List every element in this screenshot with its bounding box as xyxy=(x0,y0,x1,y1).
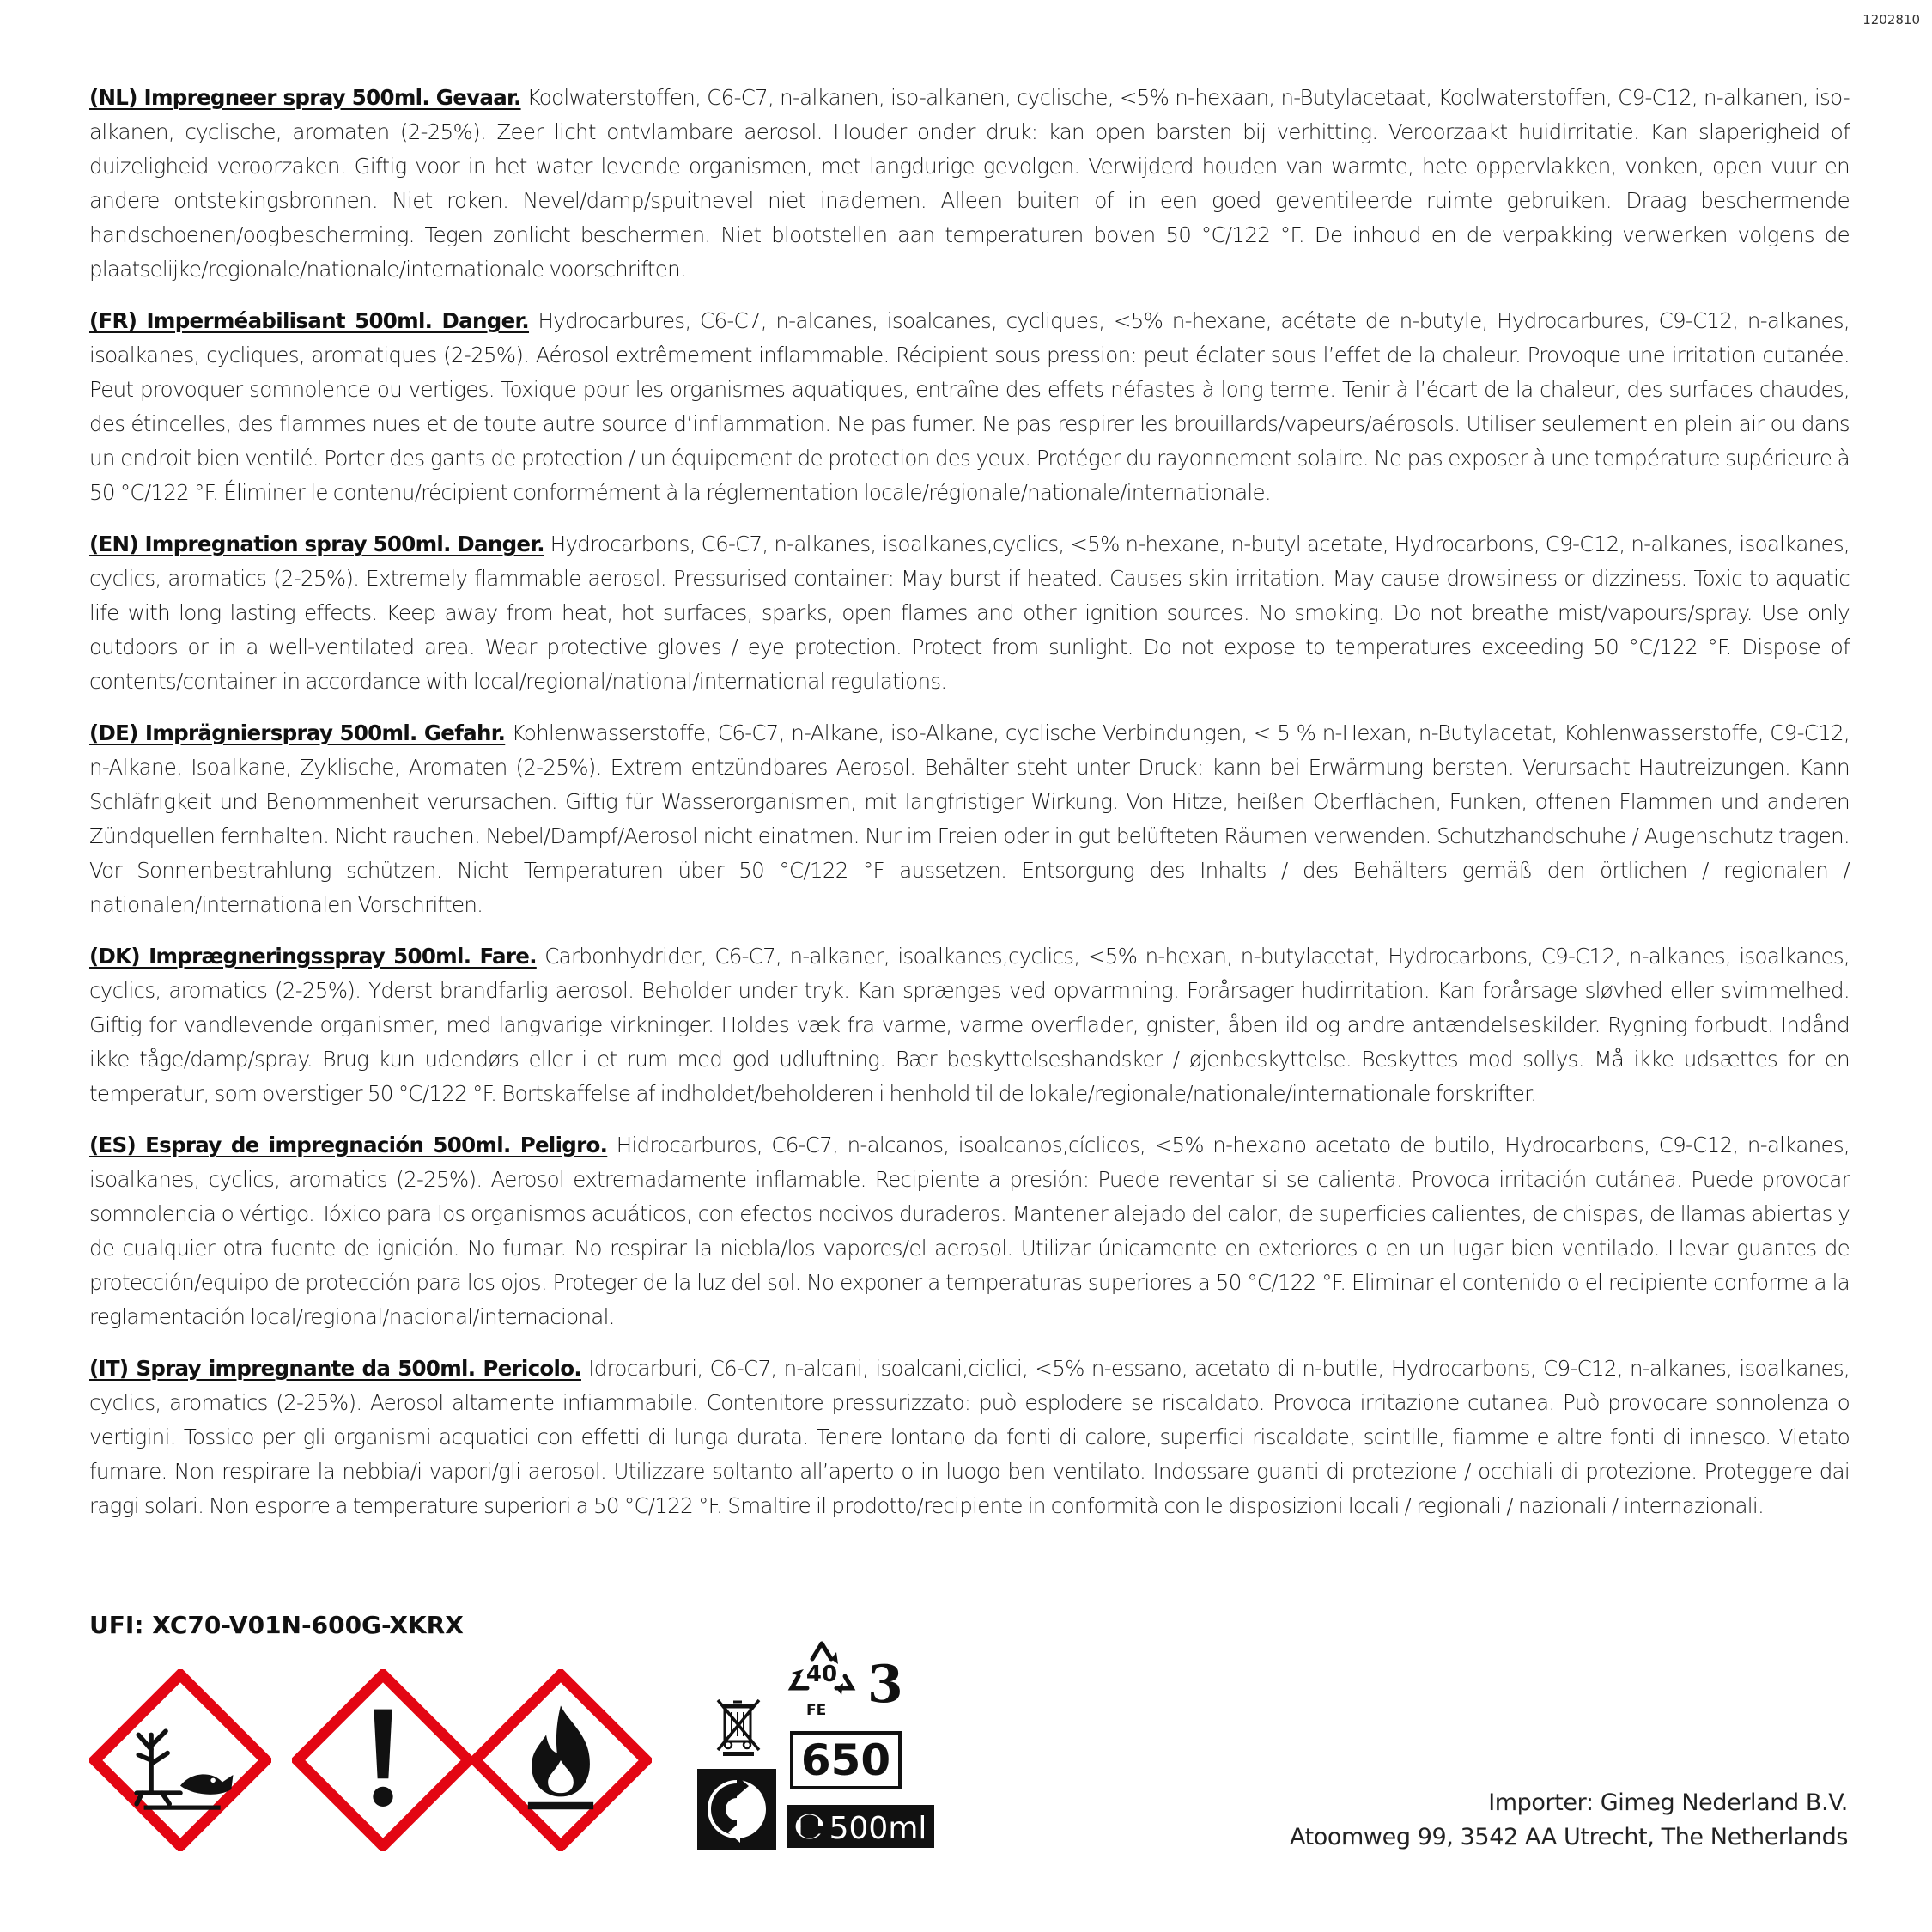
section-dk xyxy=(89,939,1850,1111)
ufi-code: UFI: XC70-V01N-600G-XKRX xyxy=(89,1611,464,1639)
section-body: Carbonhydrider, C6-C7, n-alkaner, isoalkanes,cyclics, <5% n-hexan, n-butylacetat, Hydrocarbons, C9-C12, n-alkanes, isoalkanes, cyclics, aromatics (2-25%). Yderst brandfarlig aerosol. Beholder under tryk. Kan sprænges ved opvarmning. Forårsager hudirritation. Kan forårsage sløvhed eller svimmelhed. Giftig for vandlevende organismer, med langvarige virkninger. Holdes væk fra varme, varme overflader, gnister, åben ild og andre antændelseskilder. Rygning forbudt. Indånd ikke tåge/damp/spray. Brug kun udendørs eller i et rum med god udluftning. Bær beskyttelseshandsker / øjenbeskyttelse. Beskyttes mod sollys. Må ikke udsættes for en temperatur, som overstiger 50 °C/122 °F. Bortskaffelse af indholdet/beholderen i henhold til de lokale/regionale/nationale/internationale forskrifter. xyxy=(89,944,1850,1106)
section-nl xyxy=(89,81,1850,287)
section-title: (FR) Imperméabilisant 500ml. Danger. xyxy=(89,308,530,333)
section-title: (EN) Impregnation spray 500ml. Danger. xyxy=(89,532,544,556)
flame-hazard-icon xyxy=(470,1669,652,1851)
document-id: 1202810 xyxy=(1862,12,1920,27)
packaging-number-box: 650 xyxy=(790,1731,902,1789)
section-es xyxy=(89,1128,1850,1334)
section-body: Koolwaterstoffen, C6-C7, n-alkanen, iso-alkanen, cyclische, <5% n-hexaan, n-Butylacetaat, Koolwaterstoffen, C9-C12, n-alkanen, iso-alkanen, cyclische, aromaten (2-25%). Zeer licht ontvlambare aerosol. Houder onder druk: kan open barsten bij verhitting. Veroorzaakt huidirritatie. Kan slaperigheid of duizeligheid veroorzaken. Giftig voor in het water levende organismen, met langdurige gevolgen. Verwijderd houden van warmte, hete oppervlakken, vonken, open vuur en andere ontstekingsbronnen. Niet roken. Nevel/damp/spuitnevel niet inademen. Alleen buiten of in een goed geventileerde ruimte gebruiken. Draag beschermende handschoenen/oogbescherming. Tegen zonlicht beschermen. Niet blootstellen aan temperaturen boven 50 °C/122 °F. De inhoud en de verpakking verwerken volgens de plaatselijke/regionale/nationale/internationale voorschriften. xyxy=(89,85,1850,282)
section-title: (NL) Impregneer spray 500ml. Gevaar. xyxy=(89,85,521,110)
green-dot-icon xyxy=(697,1769,776,1850)
volume-badge xyxy=(787,1805,934,1848)
section-title: (IT) Spray impregnante da 500ml. Pericolo. xyxy=(89,1356,581,1381)
section-body: Hidrocarburos, C6-C7, n-alcanos, isoalcanos,cíclicos, <5% n-hexano acetato de butilo, Hydrocarbons, C9-C12, n-alkanes, isoalkanes, cyclics, aromatics (2-25%). Aerosol extremadamente inflamable. Recipiente a presión: Puede reventar si se calienta. Provoca irritación cutánea. Puede provocar somnolencia o vértigo. Tóxico para los organismos acuáticos, con efectos nocivos duraderos. Mantener alejado del calor, de superficies calientes, de chispas, de llamas abiertas y de cualquier otra fuente de ignición. No fumar. No respirar la niebla/los vapores/el aerosol. Utilizar únicamente en exteriores o en un lugar bien ventilado. Llevar guantes de protección/equipo de protección para los ojos. Proteger de la luz del sol. No exponer a temperaturas superiores a 50 °C/122 °F. Eliminar el contenido o el recipiente conforme a la reglamentación local/regional/nacional/internacional. xyxy=(89,1133,1850,1329)
hazard-text-block xyxy=(89,81,1850,1540)
volume-label: 500ml xyxy=(829,1811,927,1846)
section-de xyxy=(89,716,1850,922)
importer-line-1: Importer: Gimeg Nederland B.V. xyxy=(1488,1789,1848,1816)
section-title: (DK) Imprægneringsspray 500ml. Fare. xyxy=(89,944,537,969)
section-en xyxy=(89,527,1850,699)
recycle-triangle-icon xyxy=(785,1638,859,1707)
section-body: Hydrocarbons, C6-C7, n-alkanes, isoalkanes,cyclics, <5% n-hexane, n-butyl acetate, Hydrocarbons, C9-C12, n-alkanes, isoalkanes, cyclics, aromatics (2-25%). Extremely flammable aerosol. Pressurised container: May burst if heated. Causes skin irritation. May cause drowsiness or dizziness. Toxic to aquatic life with long lasting effects. Keep away from heat, hot surfaces, sparks, open flames and other ignition sources. No smoking. Do not breathe mist/vapours/spray. Use only outdoors or in a well-ventilated area. Wear protective gloves / eye protection. Protect from sunlight. Do not expose to temperatures exceeding 50 °C/122 °F. Dispose of contents/container in accordance with local/regional/national/international regulations. xyxy=(89,532,1850,694)
section-body: Hydrocarbures, C6-C7, n-alcanes, isoalcanes, cycliques, <5% n-hexane, acétate de n-butyle, Hydrocarbures, C9-C12, n-alkanes, isoalkanes, cycliques, aromatiques (2-25%). Aérosol extrêmement inflammable. Récipient sous pression: peut éclater sous l’effet de la chaleur. Provoque une irritation cutanée. Peut provoquer somnolence ou vertiges. Toxique pour les organismes aquatiques, entraîne des effets néfastes à long terme. Tenir à l’écart de la chaleur, des surfaces chaudes, des étincelles, des flammes nues et de toute autre source d’inflammation. Ne pas fumer. Ne pas respirer les brouillards/vapeurs/aérosols. Utiliser seulement en plein air ou dans un endroit bien ventilé. Porter des gants de protection / un équipement de protection des yeux. Protéger du rayonnement solaire. Ne pas exposer à une température supérieure à 50 °C/122 °F. Éliminer le contenu/récipient conformément à la réglementation locale/régionale/nationale/internationale. xyxy=(89,308,1850,505)
crossed-bin-icon xyxy=(714,1695,762,1757)
section-body: Idrocarburi, C6-C7, n-alcani, isoalcani,ciclici, <5% n-essano, acetato di n-butile, Hydrocarbons, C9-C12, n-alkanes, isoalkanes, cyclics, aromatics (2-25%). Aerosol altamente infiammabile. Contenitore pressurizzato: può esplodere se riscaldato. Provoca irritazione cutanea. Può provocare sonnolenza o vertigini. Tossico per gli organismi acquatici con effetti di lunga durata. Tenere lontano da fonti di calore, superfici riscaldate, scintille, fiamme e altre fonti di innesco. Vietato fumare. Non respirare la nebbia/i vapori/gli aerosol. Utilizzare soltanto all’aperto o in luogo ben ventilato. Indossare guanti di protezione / occhiali di protezione. Proteggere dai raggi solari. Non esporre a temperature superiori a 50 °C/122 °F. Smaltire il prodotto/recipiente in conformità con le disposizioni locali / regionali / nazionali / internazionali. xyxy=(89,1356,1850,1518)
importer-line-2: Atoomweg 99, 3542 AA Utrecht, The Netherlands xyxy=(1290,1824,1848,1850)
section-body: Kohlenwasserstoffe, C6-C7, n-Alkane, iso-Alkane, cyclische Verbindungen, < 5 % n-Hexan, n-Butylacetat, Kohlenwasserstoffe, C9-C12, n-Alkane, Isoalkane, Zyklische, Aromaten (2-25%). Extrem entzündbares Aerosol. Behälter steht unter Druck: kann bei Erwärmung bersten. Verursacht Hautreizungen. Kann Schläfrigkeit und Benommenheit verursachen. Giftig für Wasserorganismen, mit langfristiger Wirkung. Von Hitze, heißen Oberflächen, Funken, offenen Flammen und anderen Zündquellen fernhalten. Nicht rauchen. Nebel/Dampf/Aerosol nicht einatmen. Nur im Freien oder in gut belüfteten Räumen verwenden. Schutzhandschuhe / Augenschutz tragen. Vor Sonnenbestrahlung schützen. Nicht Temperaturen über 50 °C/122 °F aussetzen. Entsorgung des Inhalts / des Behälters gemäß den örtlichen / regionalen / nationalen/internationalen Vorschriften. xyxy=(89,720,1850,917)
environment-hazard-icon xyxy=(89,1669,271,1851)
importer-info xyxy=(1290,1786,1848,1855)
recycle-code-label: FE xyxy=(806,1702,827,1719)
exclamation-hazard-icon xyxy=(292,1669,474,1851)
recycle-digit: 3 xyxy=(867,1655,903,1715)
section-title: (ES) Espray de impregnación 500ml. Peligro. xyxy=(89,1133,608,1157)
section-fr xyxy=(89,304,1850,510)
section-it xyxy=(89,1352,1850,1523)
e-mark-icon: ℮ xyxy=(793,1804,826,1848)
section-title: (DE) Imprägnierspray 500ml. Gefahr. xyxy=(89,720,506,745)
packaging-marks xyxy=(697,1638,946,1853)
recycle-code-number: 40 xyxy=(805,1662,838,1687)
